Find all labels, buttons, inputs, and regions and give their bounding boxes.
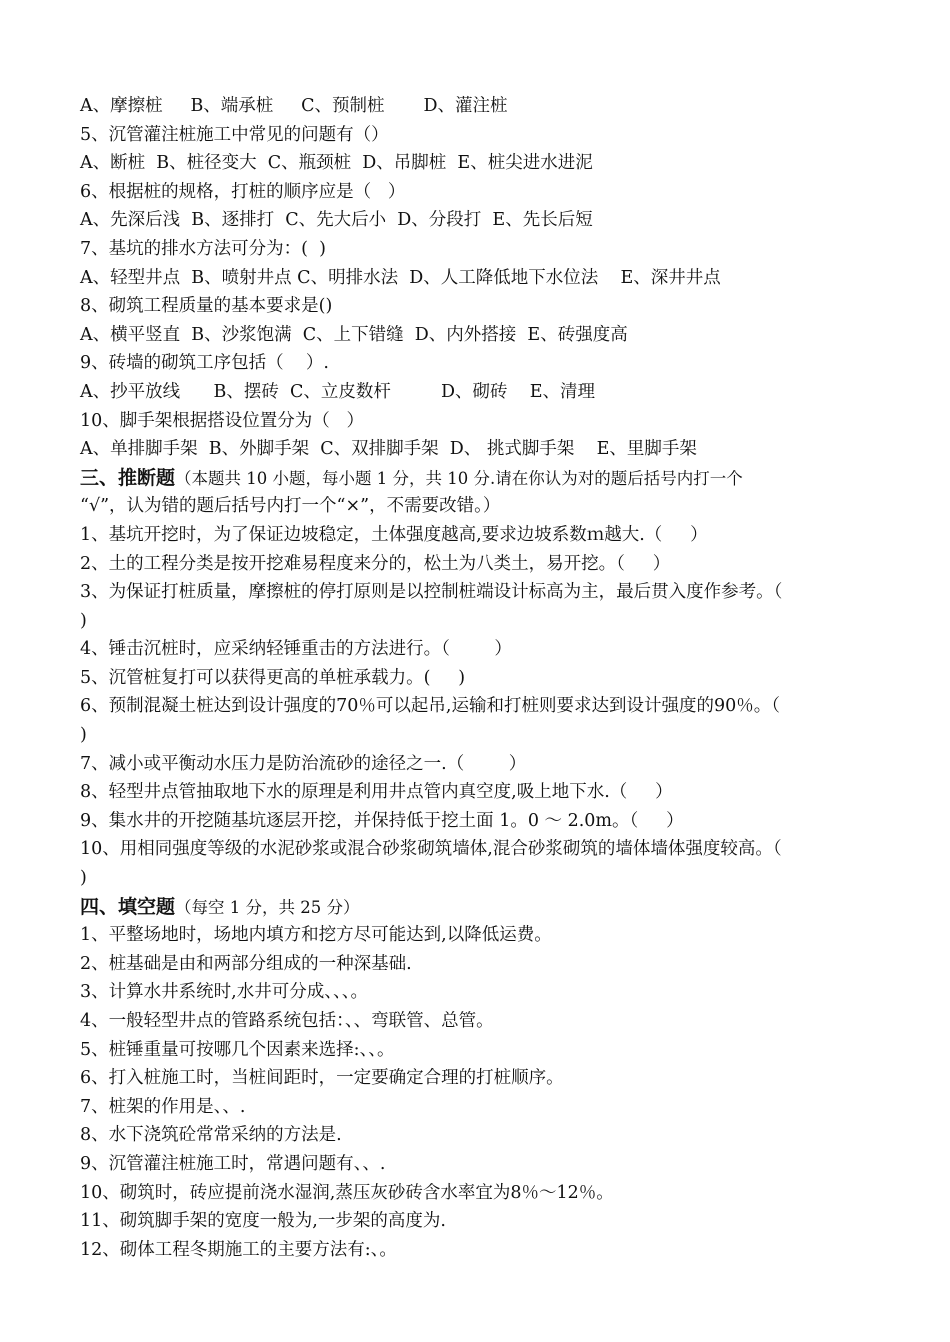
text-line: 9、集水井的开挖随基坑逐层开挖，并保持低于挖土面 1。0 ～ 2.0m。（ ） (80, 810, 684, 831)
text-line: A、横平竖直 B、沙浆饱满 C、上下错缝 D、内外搭接 E、砖强度高 (80, 324, 628, 345)
text-line: 7、桩架的作用是、、. (80, 1096, 246, 1117)
text-line: 5、沉管灌注桩施工中常见的问题有（） (80, 124, 389, 145)
text-line: 4、锤击沉桩时，应采纳轻锤重击的方法进行。（ ） (80, 639, 512, 660)
text-line: 6、打入桩施工时，当桩间距时，一定要确定合理的打桩顺序。 (80, 1068, 564, 1089)
text-line: 3、为保证打桩质量，摩擦桩的停打原则是以控制桩端设计标高为主，最后贯入度作参考。（ (80, 582, 783, 603)
text-line: 1、平整场地时，场地内填方和挖方尽可能达到,以降低运费。 (80, 925, 552, 946)
text-line: 3、计算水井系统时,水井可分成、、、。 (80, 982, 368, 1003)
text-line: 8、轻型井点管抽取地下水的原理是利用井点管内真空度,吸上地下水.（ ） (80, 782, 673, 803)
text-line: 1、基坑开挖时，为了保证边坡稳定，土体强度越高,要求边坡系数ｍ越大.（ ） (80, 524, 708, 545)
text-line: 9、沉管灌注桩施工时，常遇问题有、、. (80, 1153, 386, 1174)
text-line: A、摩擦桩 B、端承桩 C、预制桩 D、灌注桩 (80, 96, 508, 116)
text-line: 11、砌筑脚手架的宽度一般为,一步架的高度为. (80, 1211, 446, 1232)
section-4-title: 四、填空题 (80, 895, 176, 918)
text-line: 7、减小或平衡动水压力是防治流砂的途径之一.（ ） (80, 753, 527, 774)
text-line: 8、水下浇筑砼常常采纳的方法是. (80, 1125, 342, 1146)
question-block-choices (80, 92, 880, 464)
question-block-fill-blank (80, 921, 880, 1264)
text-line: 7、基坑的排水方法可分为：( ) (80, 238, 326, 259)
text-line: A、轻型井点 B、喷射井点 C、明排水法 D、人工降低地下水位法 E、深井井点 (80, 267, 721, 288)
exam-page (80, 92, 880, 1264)
text-line: 10、脚手架根据搭设位置分为（ ） (80, 410, 364, 431)
text-line: 6、预制混凝土桩达到设计强度的70％可以起吊,运输和打桩则要求达到设计强度的90％。（ (80, 696, 780, 717)
text-line: A、单排脚手架 B、外脚手架 C、双排脚手架 D、 挑式脚手架 E、里脚手架 (80, 439, 697, 460)
text-line: 9、砖墙的砌筑工序包括（ ）. (80, 353, 329, 374)
text-line: ) (80, 868, 87, 889)
text-line: 2、土的工程分类是按开挖难易程度来分的，松土为八类土，易开挖。（ ） (80, 553, 671, 574)
text-line: A、先深后浅 B、逐排打 C、先大后小 D、分段打 E、先长后短 (80, 210, 593, 231)
text-line: A、抄平放线 B、摆砖 C、立皮数杆 D、砌砖 E、清理 (80, 381, 596, 402)
text-line: 6、根据桩的规格，打桩的顺序应是（ ） (80, 181, 406, 202)
text-line: 5、沉管桩复打可以获得更高的单桩承载力。( ) (80, 667, 466, 688)
text-line: A、断桩 B、桩径变大 C、瓶颈桩 D、吊脚桩 E、桩尖进水进泥 (80, 153, 593, 174)
text-line: 10、砌筑时，砖应提前浇水湿润,蒸压灰砂砖含水率宜为8％～12％。 (80, 1182, 614, 1203)
text-line: 12、砌体工程冬期施工的主要方法有:、。 (80, 1239, 397, 1260)
section-4-heading (80, 893, 880, 922)
section-3-title: 三、推断题 (80, 466, 176, 489)
section-4-note: （每空 1 分，共 25 分） (175, 897, 360, 917)
question-block-judgement (80, 521, 880, 893)
text-line: 8、砌筑工程质量的基本要求是() (80, 296, 333, 317)
text-line: ) (80, 610, 87, 631)
text-line: 4、一般轻型井点的管路系统包括：、、弯联管、总管。 (80, 1011, 494, 1031)
text-line: 2、桩基础是由和两部分组成的一种深基础. (80, 953, 412, 974)
section-3-note: （本题共 10 小题，每小题 1 分，共 10 分.请在你认为对的题后括号内打一个 (175, 468, 743, 488)
section-3-heading (80, 464, 880, 493)
text-line: 10、用相同强度等级的水泥砂浆或混合砂浆砌筑墙体,混合砂浆砌筑的墙体墙体强度较高。（ (80, 839, 782, 860)
text-line: 5、桩锤重量可按哪几个因素来选择:、、。 (80, 1039, 395, 1060)
text-line: ) (80, 725, 87, 746)
section-3-note-continued: “√”，认为错的题后括号内打一个“×”，不需要改错。） (80, 496, 501, 517)
